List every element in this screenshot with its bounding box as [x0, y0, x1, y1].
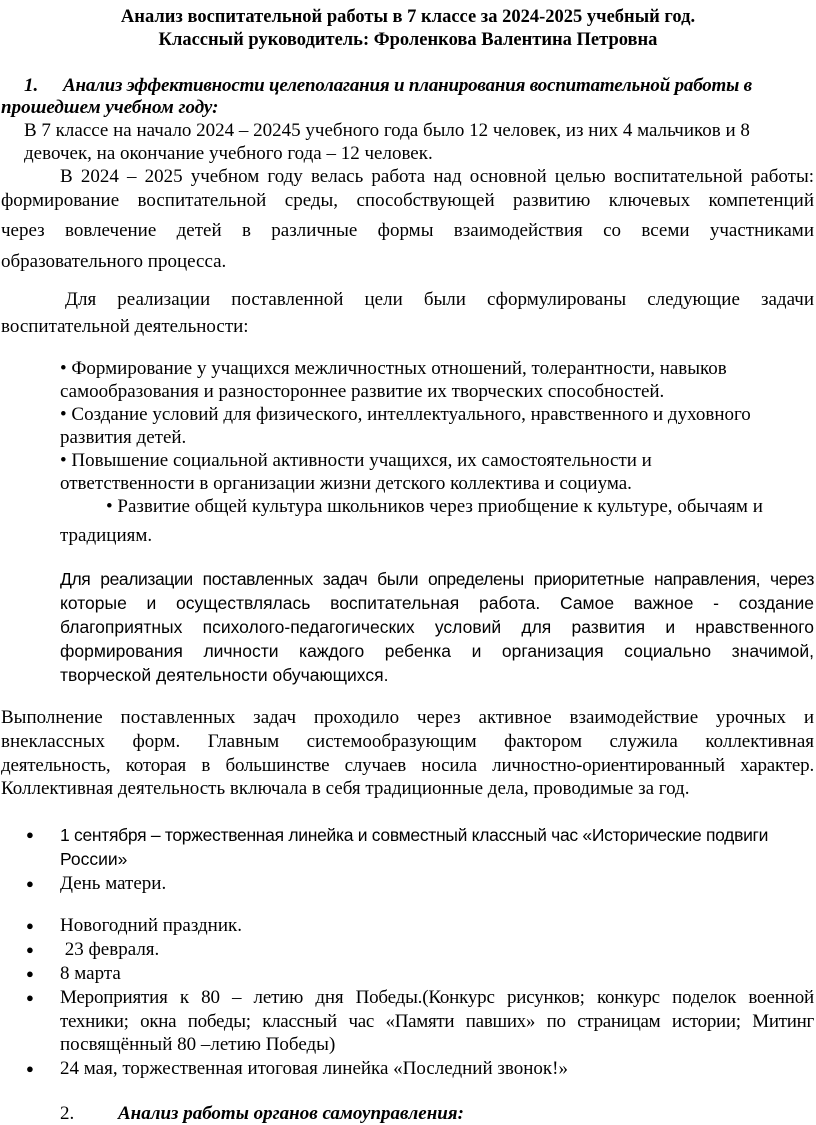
task-item-cont: самообразования и разностороннее развитие их творческих способностей. [60, 381, 665, 402]
task-item: • Повышение социальной активности учащихся, их самостоятельности и [60, 450, 652, 471]
paragraph-line: воспитательной деятельности: [1, 316, 249, 337]
event-item: День матери. [60, 873, 167, 894]
bullet-icon: ● [26, 942, 34, 957]
event-item: 8 марта [60, 963, 121, 984]
paragraph-line: формирования личности каждого ребенка и организация социально значимой, [60, 641, 814, 661]
paragraph-line: Для реализации поставленной цели были сформулированы следующие задачи [65, 289, 814, 310]
bullet-icon: ● [26, 876, 34, 891]
task-item-cont: ответственности в организации жизни детского коллектива и социума. [60, 473, 632, 494]
paragraph-line: Коллективная деятельность включала в себя традиционные дела, проводимые за год. [1, 778, 690, 799]
event-item: Мероприятия к 80 – летию дня Победы.(Конкурс рисунков; конкурс поделок военной [60, 987, 814, 1008]
event-item-cont: посвящённый 80 –летию Победы) [60, 1034, 336, 1055]
paragraph-line: формирование воспитательной среды, способствующей развитию ключевых компетенций [1, 190, 814, 211]
bullet-icon: ● [26, 966, 34, 981]
task-item: • Создание условий для физического, интеллектуального, нравственного и духовного [60, 404, 751, 425]
paragraph-line: девочек, на окончание учебного года – 12 человек. [24, 143, 433, 164]
paragraph-line: деятельность, которая в большинстве случаев носила личностно-ориентированный характер. [1, 755, 814, 776]
paragraph-line: внеклассных форм. Главным системообразующим фактором служила коллективная [1, 731, 814, 752]
task-item: • Развитие общей культура школьников через приобщение к культуре, обычаям и [106, 496, 763, 517]
paragraph-line: Выполнение поставленных задач проходило через активное взаимодействие урочных и [1, 707, 814, 728]
paragraph-line: благоприятных психолого-педагогических условий для развития и нравственного [60, 617, 814, 637]
paragraph-line: В 2024 – 2025 учебном году велась работа над основной целью воспитательной работы: [60, 166, 814, 187]
paragraph-line: образовательного процесса. [1, 251, 227, 272]
paragraph-line: В 7 классе на начало 2024 – 20245 учебного года было 12 человек, из них 4 мальчиков и 8 [24, 120, 750, 141]
event-item-cont: техники; окна победы; классный час «Памяти павших» по страницам истории; Митинг [60, 1011, 814, 1032]
paragraph-line: творческой деятельности обучающихся. [60, 665, 389, 685]
section-heading-cont: прошедшем учебном году: [1, 97, 219, 118]
event-item-cont: России» [60, 849, 128, 869]
bullet-icon: ● [26, 827, 34, 842]
event-item: Новогодний праздник. [60, 915, 243, 936]
event-item: 1 сентября – торжественная линейка и совместный классный час «Исторические подвиги [60, 825, 769, 845]
page-title: Анализ воспитательной работы в 7 классе за 2024-2025 учебный год. [120, 7, 696, 27]
event-item: 23 февраля. [60, 939, 160, 960]
bullet-icon: ● [26, 1061, 34, 1076]
section-number: 1. [24, 75, 39, 96]
event-item: 24 мая, торжественная итоговая линейка «Последний звонок!» [60, 1058, 568, 1079]
section-heading: Анализ работы органов самоуправления: [118, 1103, 464, 1124]
bullet-icon: ● [26, 918, 34, 933]
paragraph-line: Для реализации поставленных задач были определены приоритетные направления, через [60, 569, 814, 589]
section-number: 2. [60, 1103, 75, 1124]
paragraph-line: которые и осуществлялась воспитательная работа. Самое важное - создание [60, 593, 814, 613]
bullet-icon: ● [26, 990, 34, 1005]
paragraph-line: через вовлечение детей в различные формы взаимодействия со всеми участниками [1, 220, 814, 241]
page-subtitle: Классный руководитель: Фроленкова Валентина Петровна [158, 30, 658, 50]
section-heading: Анализ эффективности целеполагания и планирования воспитательной работы в [63, 75, 752, 96]
task-item: • Формирование у учащихся межличностных отношений, толерантности, навыков [60, 358, 727, 379]
task-item-cont: развития детей. [60, 427, 187, 448]
task-item-cont: традициям. [60, 525, 153, 546]
